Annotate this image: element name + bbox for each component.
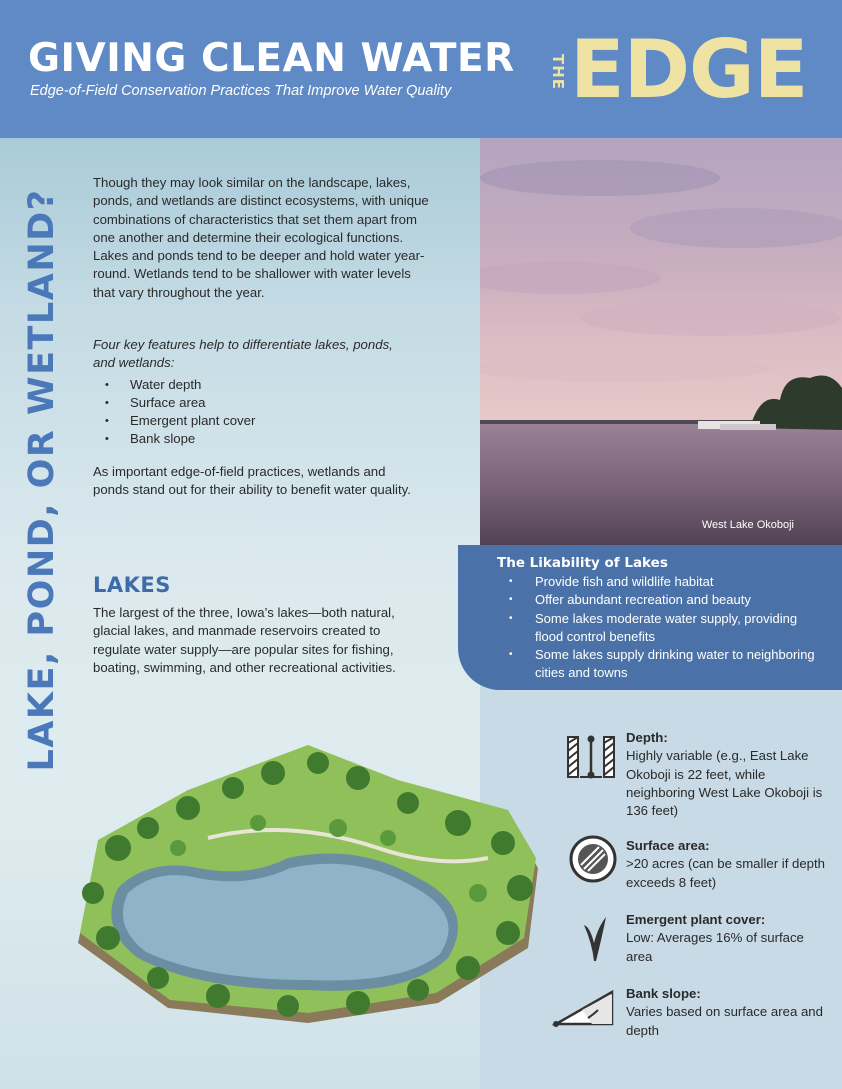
lakes-paragraph: The largest of the three, Iowa’s lakes—both natural, glacial lakes, and manmade reservoirs created to regulate water supply—are popular sites for fishing, boating, swimming, and other recreational activities. — [93, 605, 396, 675]
surface-text: >20 acres (can be smaller if depth exceeds 8 feet) — [626, 856, 826, 890]
lakes-heading: LAKES — [93, 573, 171, 597]
surface-block — [626, 837, 831, 892]
list-item: • Some lakes supply drinking water to neighboring cities and towns — [505, 646, 825, 683]
depth-icon — [566, 733, 616, 781]
lake-island-illustration — [58, 728, 563, 1028]
intro-paragraph: Though they may look similar on the landscape, lakes, ponds, and wetlands are distinct ecosystems, with unique combinations of characteristics that set them apart from one another and determine their ecological functions. Lakes and ponds tend to be deeper and hold water year-round. Wetlands tend to be shallower with water levels that vary throughout the year. — [93, 175, 429, 300]
list-item: • Provide fish and wildlife habitat — [505, 573, 825, 591]
vertical-section-title: LAKE, POND, OR WETLAND? — [22, 188, 62, 772]
list-item: • Emergent plant cover — [100, 412, 255, 430]
list-item: • Offer abundant recreation and beauty — [505, 591, 825, 609]
slope-block — [626, 985, 831, 1040]
slope-label: Bank slope: — [626, 986, 701, 1001]
features-list — [100, 376, 255, 448]
slope-text: Varies based on surface area and depth — [626, 1004, 823, 1038]
photo-caption: West Lake Okoboji — [701, 519, 794, 531]
depth-text: Highly variable (e.g., East Lake Okoboji is 22 feet, while neighboring West Lake Okoboji is 136 feet) — [626, 748, 823, 819]
surface-area-icon — [568, 834, 618, 884]
depth-block — [626, 729, 831, 820]
list-item: • Surface area — [100, 394, 255, 412]
plant-block — [626, 911, 831, 966]
plant-label: Emergent plant cover: — [626, 912, 766, 927]
plant-text: Low: Averages 16% of surface area — [626, 930, 804, 964]
surface-label: Surface area: — [626, 838, 710, 853]
list-item: • Bank slope — [100, 430, 255, 448]
page-title: GIVING CLEAN WATER — [28, 36, 515, 81]
lake-photo — [480, 138, 842, 548]
likability-heading: The Likability of Lakes — [497, 555, 668, 571]
practices-paragraph: As important edge-of-field practices, wetlands and ponds stand out for their ability to benefit water quality. — [93, 464, 411, 498]
plant-icon — [580, 913, 610, 963]
header-banner — [0, 0, 842, 138]
list-item: • Some lakes moderate water supply, providing flood control benefits — [505, 610, 825, 647]
list-item: • Water depth — [100, 376, 255, 394]
page-subtitle: Edge-of-Field Conservation Practices That Improve Water Quality — [30, 83, 452, 99]
brand-the: THE — [549, 53, 567, 91]
likability-list — [505, 573, 825, 683]
slope-icon — [552, 988, 616, 1030]
brand-edge-logo: EDGE — [570, 23, 808, 116]
features-intro: Four key features help to differentiate lakes, ponds, and wetlands: — [93, 337, 393, 371]
depth-label: Depth: — [626, 730, 668, 745]
